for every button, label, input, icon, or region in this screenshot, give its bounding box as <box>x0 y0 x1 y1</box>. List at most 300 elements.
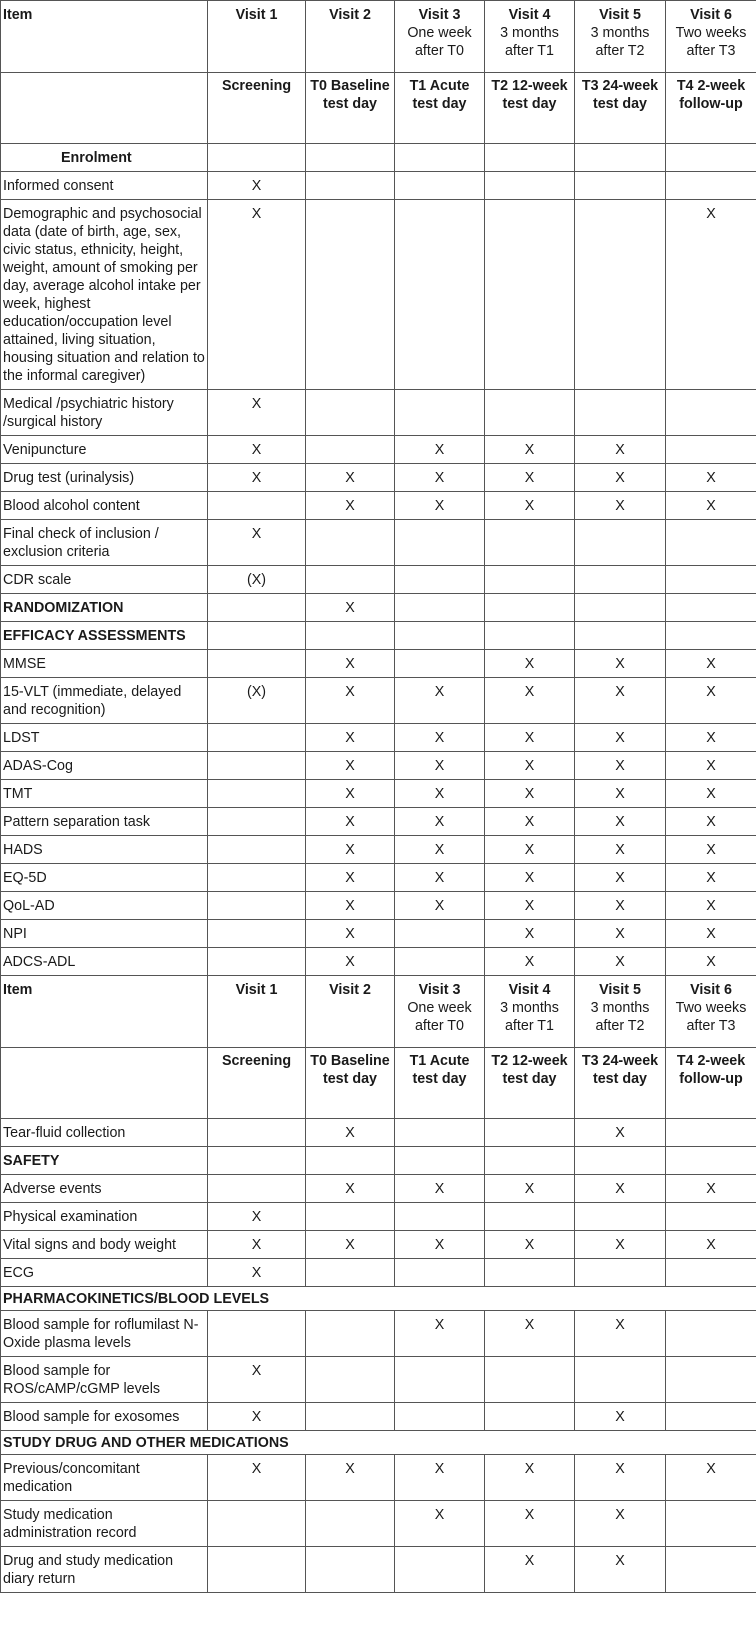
item-label: ECG <box>1 1259 208 1287</box>
schedule-cell <box>395 144 485 172</box>
schedule-cell <box>208 1547 306 1593</box>
schedule-cell <box>395 566 485 594</box>
timepoint-header: T2 12-week test day <box>485 1048 575 1119</box>
item-label: CDR scale <box>1 566 208 594</box>
schedule-cell <box>208 622 306 650</box>
table-row <box>1 1547 756 1593</box>
schedule-cell <box>666 172 756 200</box>
schedule-cell <box>395 200 485 390</box>
schedule-cell: X <box>485 650 575 678</box>
visit-title: Visit 6 <box>690 7 732 23</box>
visit-timing: 3 months after T2 <box>590 1000 650 1034</box>
section-heading: Enrolment <box>1 144 208 172</box>
schedule-cell <box>666 566 756 594</box>
timepoint-header: Screening <box>208 73 306 144</box>
table-row <box>1 752 756 780</box>
schedule-cell <box>485 172 575 200</box>
schedule-cell <box>208 1311 306 1357</box>
schedule-cell: X <box>485 1547 575 1593</box>
empty-cell <box>1 73 208 144</box>
schedule-cell: X <box>666 724 756 752</box>
schedule-cell: X <box>395 780 485 808</box>
schedule-cell <box>306 1357 395 1403</box>
schedule-cell <box>575 144 666 172</box>
schedule-cell <box>485 1203 575 1231</box>
visit-header <box>485 976 575 1048</box>
schedule-cell: X <box>306 836 395 864</box>
visit-title: Visit 1 <box>235 982 278 998</box>
schedule-cell: X <box>575 1501 666 1547</box>
schedule-cell: X <box>485 808 575 836</box>
visit-header <box>208 1 306 73</box>
item-label: Blood sample for exosomes <box>1 1403 208 1431</box>
schedule-cell <box>485 1259 575 1287</box>
schedule-cell: X <box>575 1311 666 1357</box>
schedule-cell: X <box>485 436 575 464</box>
schedule-cell: X <box>208 200 306 390</box>
visit-title: Visit 3 <box>418 982 461 998</box>
schedule-cell: X <box>666 836 756 864</box>
visit-header <box>666 1 756 73</box>
schedule-cell: X <box>575 1403 666 1431</box>
table-row <box>1 864 756 892</box>
schedule-cell: X <box>666 678 756 724</box>
table-row <box>1 1287 756 1311</box>
item-label: Drug and study medication diary return <box>1 1547 208 1593</box>
schedule-cell <box>208 1147 306 1175</box>
schedule-cell <box>575 1357 666 1403</box>
schedule-cell: X <box>306 752 395 780</box>
schedule-cell: X <box>306 650 395 678</box>
item-label: Vital signs and body weight <box>1 1231 208 1259</box>
schedule-cell: X <box>395 1231 485 1259</box>
schedule-cell: X <box>666 808 756 836</box>
table-row <box>1 1203 756 1231</box>
table-row <box>1 1403 756 1431</box>
schedule-cell <box>666 1547 756 1593</box>
schedule-cell <box>395 1547 485 1593</box>
table-row <box>1 520 756 566</box>
schedule-cell: X <box>575 948 666 976</box>
schedule-cell: X <box>306 864 395 892</box>
schedule-cell <box>666 1403 756 1431</box>
table-row <box>1 1455 756 1501</box>
table-row <box>1 724 756 752</box>
schedule-cell: X <box>485 724 575 752</box>
table-row <box>1 1259 756 1287</box>
schedule-cell <box>306 1203 395 1231</box>
table-row <box>1 920 756 948</box>
schedule-cell: X <box>395 808 485 836</box>
schedule-cell: X <box>575 678 666 724</box>
item-label: Blood sample for roflumilast N-Oxide plasma levels <box>1 1311 208 1357</box>
schedule-cell: X <box>666 752 756 780</box>
section-heading: RANDOMIZATION <box>1 594 208 622</box>
schedule-cell: (X) <box>208 566 306 594</box>
schedule-cell: X <box>485 1455 575 1501</box>
schedule-cell <box>395 1259 485 1287</box>
table-row <box>1 1431 756 1455</box>
visit-title: Visit 4 <box>508 7 551 23</box>
table-row <box>1 678 756 724</box>
schedule-cell <box>485 520 575 566</box>
schedule-cell <box>395 650 485 678</box>
schedule-cell: X <box>306 594 395 622</box>
schedule-cell <box>666 1501 756 1547</box>
schedule-cell <box>395 920 485 948</box>
schedule-cell: X <box>395 1175 485 1203</box>
schedule-cell <box>306 144 395 172</box>
item-label: Physical examination <box>1 1203 208 1231</box>
visit-header <box>395 1 485 73</box>
schedule-cell <box>208 920 306 948</box>
schedule-cell <box>395 520 485 566</box>
visit-header <box>208 976 306 1048</box>
schedule-cell <box>306 172 395 200</box>
schedule-cell <box>395 172 485 200</box>
schedule-cell: X <box>485 864 575 892</box>
schedule-cell: X <box>485 1311 575 1357</box>
table-row <box>1 566 756 594</box>
schedule-cell: X <box>208 172 306 200</box>
visit-title: Visit 2 <box>329 7 371 23</box>
schedule-cell <box>208 144 306 172</box>
schedule-cell <box>208 808 306 836</box>
table-row <box>1 780 756 808</box>
schedule-cell <box>666 1119 756 1147</box>
schedule-cell: X <box>395 1501 485 1547</box>
schedule-cell <box>666 1203 756 1231</box>
schedule-cell <box>575 172 666 200</box>
schedule-cell <box>666 436 756 464</box>
visit-title: Visit 4 <box>508 982 551 998</box>
table-row <box>1 650 756 678</box>
table-row <box>1 836 756 864</box>
item-label: Drug test (urinalysis) <box>1 464 208 492</box>
section-heading: SAFETY <box>1 1147 208 1175</box>
schedule-cell: X <box>395 752 485 780</box>
item-label: Venipuncture <box>1 436 208 464</box>
schedule-cell: X <box>666 650 756 678</box>
timepoint-header: T4 2-week follow-up <box>666 1048 756 1119</box>
schedule-cell <box>306 1147 395 1175</box>
table-row <box>1 1231 756 1259</box>
item-label: Blood sample for ROS/cAMP/cGMP levels <box>1 1357 208 1403</box>
visit-title: Visit 5 <box>599 7 641 23</box>
table-row <box>1 436 756 464</box>
schedule-cell <box>208 650 306 678</box>
timepoint-header: T0 Baseline test day <box>306 1048 395 1119</box>
item-label: Medical /psychiatric history /surgical history <box>1 390 208 436</box>
visit-header <box>575 976 666 1048</box>
schedule-cell: X <box>575 464 666 492</box>
timepoint-header: Screening <box>208 1048 306 1119</box>
schedule-cell: X <box>395 1455 485 1501</box>
schedule-cell: X <box>666 1455 756 1501</box>
schedule-cell: X <box>666 492 756 520</box>
schedule-cell: X <box>306 892 395 920</box>
schedule-cell: X <box>208 1403 306 1431</box>
schedule-cell: X <box>575 1455 666 1501</box>
item-label: QoL-AD <box>1 892 208 920</box>
schedule-cell: X <box>666 200 756 390</box>
schedule-cell <box>575 1147 666 1175</box>
schedule-cell <box>395 622 485 650</box>
schedule-cell: X <box>575 752 666 780</box>
schedule-cell: X <box>575 492 666 520</box>
item-label: TMT <box>1 780 208 808</box>
schedule-cell <box>208 724 306 752</box>
schedule-cell <box>666 1259 756 1287</box>
schedule-cell <box>306 622 395 650</box>
schedule-cell: X <box>666 464 756 492</box>
schedule-cell: X <box>575 1119 666 1147</box>
table-row <box>1 390 756 436</box>
item-label: MMSE <box>1 650 208 678</box>
timepoint-header: T4 2-week follow-up <box>666 73 756 144</box>
table-row <box>1 892 756 920</box>
item-label: Final check of inclusion / exclusion criteria <box>1 520 208 566</box>
schedule-cell <box>208 1501 306 1547</box>
visit-title: Visit 5 <box>599 982 641 998</box>
schedule-cell: X <box>575 436 666 464</box>
schedule-cell <box>575 200 666 390</box>
visit-title: Visit 3 <box>418 7 461 23</box>
schedule-cell <box>666 144 756 172</box>
schedule-cell <box>575 390 666 436</box>
header-row-timepoints <box>1 73 756 144</box>
item-label: Demographic and psychosocial data (date of birth, age, sex, civic status, ethnicity, height, weight, amount of smoking per day, average alcohol intake per week, highest education/occupation level attained, living situation, housing situation and relation to the informal caregiver) <box>1 200 208 390</box>
schedule-cell <box>306 390 395 436</box>
table-row <box>1 808 756 836</box>
table-row <box>1 1311 756 1357</box>
item-label: HADS <box>1 836 208 864</box>
schedule-cell: X <box>485 1175 575 1203</box>
schedule-cell: X <box>395 836 485 864</box>
section-heading: PHARMACOKINETICS/BLOOD LEVELS <box>1 1287 756 1311</box>
item-label: Previous/concomitant medication <box>1 1455 208 1501</box>
table-row <box>1 1357 756 1403</box>
schedule-cell: X <box>575 1547 666 1593</box>
schedule-cell: X <box>395 436 485 464</box>
timepoint-header: T0 Baseline test day <box>306 73 395 144</box>
visit-header <box>395 976 485 1048</box>
schedule-cell: X <box>485 1231 575 1259</box>
item-header: Item <box>1 976 208 1048</box>
visit-title: Visit 6 <box>690 982 732 998</box>
schedule-cell: X <box>575 724 666 752</box>
schedule-cell <box>575 520 666 566</box>
item-label: Pattern separation task <box>1 808 208 836</box>
table-row <box>1 1147 756 1175</box>
table-row <box>1 1119 756 1147</box>
schedule-cell: X <box>208 390 306 436</box>
schedule-cell: X <box>575 650 666 678</box>
header-row-timepoints <box>1 1048 756 1119</box>
schedule-cell <box>666 594 756 622</box>
schedule-cell <box>306 520 395 566</box>
table-row <box>1 200 756 390</box>
schedule-cell: X <box>208 1455 306 1501</box>
item-label: Adverse events <box>1 1175 208 1203</box>
schedule-cell: X <box>306 1119 395 1147</box>
schedule-cell: X <box>395 892 485 920</box>
schedule-cell <box>666 622 756 650</box>
schedule-cell: X <box>208 1203 306 1231</box>
visit-timing: One week after T0 <box>407 25 472 59</box>
schedule-cell: X <box>306 464 395 492</box>
schedule-cell <box>395 594 485 622</box>
schedule-cell: X <box>306 492 395 520</box>
schedule-cell <box>208 836 306 864</box>
schedule-cell <box>485 622 575 650</box>
schedule-cell: X <box>575 1175 666 1203</box>
visit-timing: 3 months after T1 <box>500 25 559 59</box>
visit-header <box>575 1 666 73</box>
schedule-cell <box>395 948 485 976</box>
schedule-cell: X <box>395 1311 485 1357</box>
schedule-cell: X <box>208 1357 306 1403</box>
schedule-cell <box>485 1119 575 1147</box>
visit-title: Visit 1 <box>235 7 278 23</box>
schedule-cell <box>306 566 395 594</box>
schedule-cell <box>306 200 395 390</box>
schedule-cell <box>306 1311 395 1357</box>
schedule-cell: X <box>485 464 575 492</box>
schedule-cell: X <box>485 1501 575 1547</box>
schedule-cell: X <box>208 464 306 492</box>
schedule-cell <box>485 200 575 390</box>
schedule-cell: X <box>666 948 756 976</box>
visit-timing: 3 months after T1 <box>500 1000 559 1034</box>
item-label: Tear-fluid collection <box>1 1119 208 1147</box>
schedule-cell: X <box>306 1175 395 1203</box>
schedule-cell <box>208 1175 306 1203</box>
schedule-cell <box>306 436 395 464</box>
schedule-cell <box>666 1357 756 1403</box>
item-label: 15-VLT (immediate, delayed and recognition) <box>1 678 208 724</box>
item-label: ADCS-ADL <box>1 948 208 976</box>
header-row-visits <box>1 976 756 1048</box>
schedule-cell <box>306 1547 395 1593</box>
schedule-cell: X <box>306 808 395 836</box>
visit-header <box>306 1 395 73</box>
timepoint-header: T1 Acute test day <box>395 1048 485 1119</box>
schedule-cell <box>666 520 756 566</box>
item-label: Informed consent <box>1 172 208 200</box>
schedule-cell <box>395 390 485 436</box>
schedule-cell: X <box>666 1231 756 1259</box>
table-row <box>1 948 756 976</box>
item-label: EQ-5D <box>1 864 208 892</box>
schedule-cell: (X) <box>208 678 306 724</box>
schedule-cell <box>395 1403 485 1431</box>
empty-cell <box>1 1048 208 1119</box>
schedule-cell <box>666 1311 756 1357</box>
schedule-cell: X <box>666 1175 756 1203</box>
visit-header <box>666 976 756 1048</box>
timepoint-header: T2 12-week test day <box>485 73 575 144</box>
schedule-cell: X <box>306 678 395 724</box>
item-label: Study medication administration record <box>1 1501 208 1547</box>
schedule-cell <box>485 566 575 594</box>
item-label: NPI <box>1 920 208 948</box>
timepoint-header: T3 24-week test day <box>575 73 666 144</box>
schedule-cell: X <box>306 724 395 752</box>
schedule-cell <box>306 1501 395 1547</box>
schedule-cell: X <box>575 920 666 948</box>
schedule-cell: X <box>666 920 756 948</box>
table-row <box>1 594 756 622</box>
schedule-cell: X <box>666 864 756 892</box>
schedule-cell: X <box>575 892 666 920</box>
schedule-cell: X <box>306 780 395 808</box>
schedule-cell <box>485 1147 575 1175</box>
table-row <box>1 622 756 650</box>
section-heading: EFFICACY ASSESSMENTS <box>1 622 208 650</box>
schedule-cell <box>395 1203 485 1231</box>
item-label: LDST <box>1 724 208 752</box>
schedule-cell: X <box>306 1231 395 1259</box>
schedule-cell <box>666 1147 756 1175</box>
schedule-cell: X <box>306 1455 395 1501</box>
section-heading: STUDY DRUG AND OTHER MEDICATIONS <box>1 1431 756 1455</box>
timepoint-header: T1 Acute test day <box>395 73 485 144</box>
schedule-cell <box>208 752 306 780</box>
visit-title: Visit 2 <box>329 982 371 998</box>
schedule-cell: X <box>666 780 756 808</box>
schedule-cell <box>395 1119 485 1147</box>
schedule-cell: X <box>306 948 395 976</box>
schedule-cell: X <box>575 780 666 808</box>
schedule-cell <box>208 780 306 808</box>
table-row <box>1 464 756 492</box>
table-row <box>1 144 756 172</box>
schedule-cell <box>208 594 306 622</box>
schedule-cell <box>208 864 306 892</box>
schedule-cell: X <box>485 752 575 780</box>
schedule-cell <box>575 622 666 650</box>
schedule-cell <box>575 1259 666 1287</box>
schedule-cell <box>485 594 575 622</box>
schedule-cell: X <box>208 1231 306 1259</box>
schedule-cell: X <box>575 836 666 864</box>
table-row <box>1 492 756 520</box>
schedule-cell <box>208 892 306 920</box>
schedule-cell: X <box>485 836 575 864</box>
visit-timing: Two weeks after T3 <box>675 1000 747 1034</box>
schedule-cell <box>395 1147 485 1175</box>
visit-header <box>485 1 575 73</box>
schedule-cell <box>208 1119 306 1147</box>
schedule-cell: X <box>575 808 666 836</box>
schedule-cell <box>485 390 575 436</box>
schedule-cell: X <box>485 492 575 520</box>
item-label: Blood alcohol content <box>1 492 208 520</box>
schedule-cell <box>306 1259 395 1287</box>
schedule-cell: X <box>395 678 485 724</box>
visit-header <box>306 976 395 1048</box>
table-row <box>1 1175 756 1203</box>
schedule-cell: X <box>306 920 395 948</box>
item-label: ADAS-Cog <box>1 752 208 780</box>
schedule-cell: X <box>395 864 485 892</box>
visit-timing: One week after T0 <box>407 1000 472 1034</box>
schedule-cell <box>208 492 306 520</box>
timepoint-header: T3 24-week test day <box>575 1048 666 1119</box>
schedule-cell: X <box>395 492 485 520</box>
item-header: Item <box>1 1 208 73</box>
